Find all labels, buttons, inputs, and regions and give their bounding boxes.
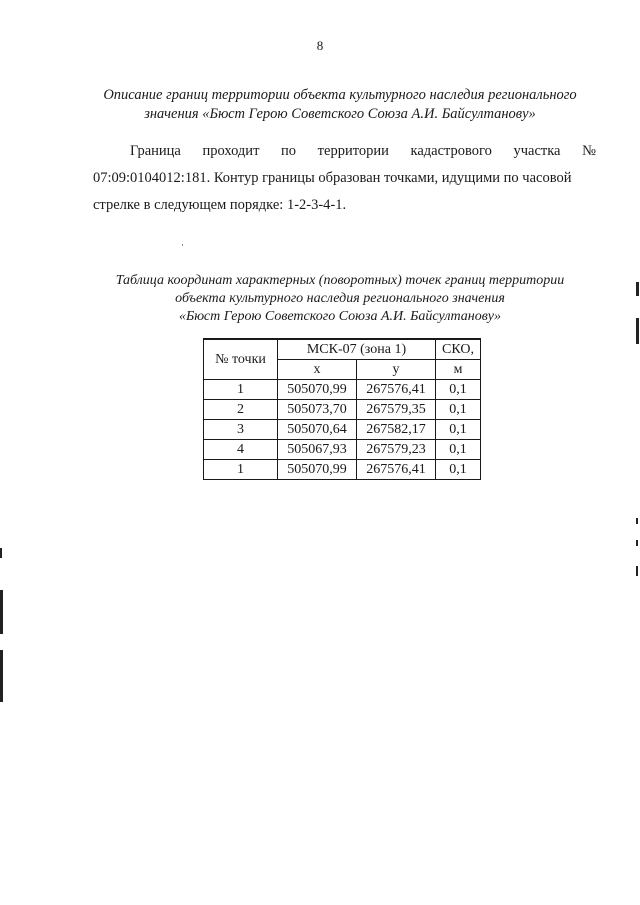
boundary-paragraph: [93, 138, 596, 219]
cell-y: 267579,23: [357, 440, 436, 460]
cell-x: 505073,70: [278, 400, 357, 420]
table-heading-line-1: Таблица координат характерных (поворотных) точек границ территории: [115, 273, 565, 288]
description-heading-line-2: значения «Бюст Герою Советского Союза А.И. Байсултанову»: [144, 106, 536, 122]
cell-point: 4: [204, 440, 278, 460]
cell-y: 267579,35: [357, 400, 436, 420]
coordinates-table: [203, 338, 481, 480]
table-header-row: [204, 339, 481, 360]
cell-sko: 0,1: [436, 400, 481, 420]
paragraph-word: территории: [317, 143, 389, 159]
paragraph-word: №: [582, 143, 596, 159]
paragraph-line-3: стрелке в следующем порядке: 1-2-3-4-1.: [93, 197, 347, 213]
cell-point: 1: [204, 460, 278, 480]
scan-mark: [636, 540, 638, 546]
scan-dot: [182, 244, 183, 246]
paragraph-word: проходит: [202, 143, 260, 159]
cell-sko: 0,1: [436, 420, 481, 440]
table-row: [204, 380, 481, 400]
header-sko-unit: м: [436, 360, 481, 380]
table-heading-line-3: «Бюст Герою Советского Союза А.И. Байсултанову»: [178, 309, 501, 324]
cell-x: 505070,64: [278, 420, 357, 440]
scan-mark: [636, 282, 639, 296]
table-row: [204, 440, 481, 460]
table-heading-line-2: объекта культурного наследия регионального значения: [175, 291, 505, 306]
scan-mark: [636, 566, 638, 576]
cell-y: 267576,41: [357, 460, 436, 480]
description-heading-line-1: Описание границ территории объекта культурного наследия регионального: [103, 87, 577, 103]
cell-x: 505070,99: [278, 460, 357, 480]
paragraph-word: по: [281, 143, 297, 159]
cell-y: 267576,41: [357, 380, 436, 400]
header-sko: СКО,: [436, 339, 481, 360]
paragraph-line-1: [93, 138, 596, 165]
scan-mark: [636, 518, 638, 524]
scan-mark: [0, 548, 2, 558]
scan-mark: [636, 318, 639, 344]
scan-mark: [0, 650, 3, 702]
header-coordinate-system: МСК-07 (зона 1): [278, 339, 436, 360]
cell-point: 3: [204, 420, 278, 440]
page-number: 8: [316, 38, 324, 53]
cell-point: 2: [204, 400, 278, 420]
header-y: у: [357, 360, 436, 380]
paragraph-word: участка: [513, 143, 561, 159]
table-row: [204, 460, 481, 480]
header-point-no: № точки: [204, 339, 278, 380]
table-row: [204, 400, 481, 420]
paragraph-line-2: 07:09:0104012:181. Контур границы образован точками, идущими по часовой: [93, 170, 572, 186]
header-x: x: [278, 360, 357, 380]
table-row: [204, 420, 481, 440]
cell-sko: 0,1: [436, 440, 481, 460]
cell-sko: 0,1: [436, 380, 481, 400]
paragraph-word: кадастрового: [410, 143, 492, 159]
cell-point: 1: [204, 380, 278, 400]
scan-mark: [0, 590, 3, 634]
cell-x: 505070,99: [278, 380, 357, 400]
description-heading: [60, 86, 620, 124]
paragraph-word: Граница: [130, 143, 181, 159]
cell-sko: 0,1: [436, 460, 481, 480]
cell-y: 267582,17: [357, 420, 436, 440]
table-heading: [60, 272, 620, 326]
cell-x: 505067,93: [278, 440, 357, 460]
